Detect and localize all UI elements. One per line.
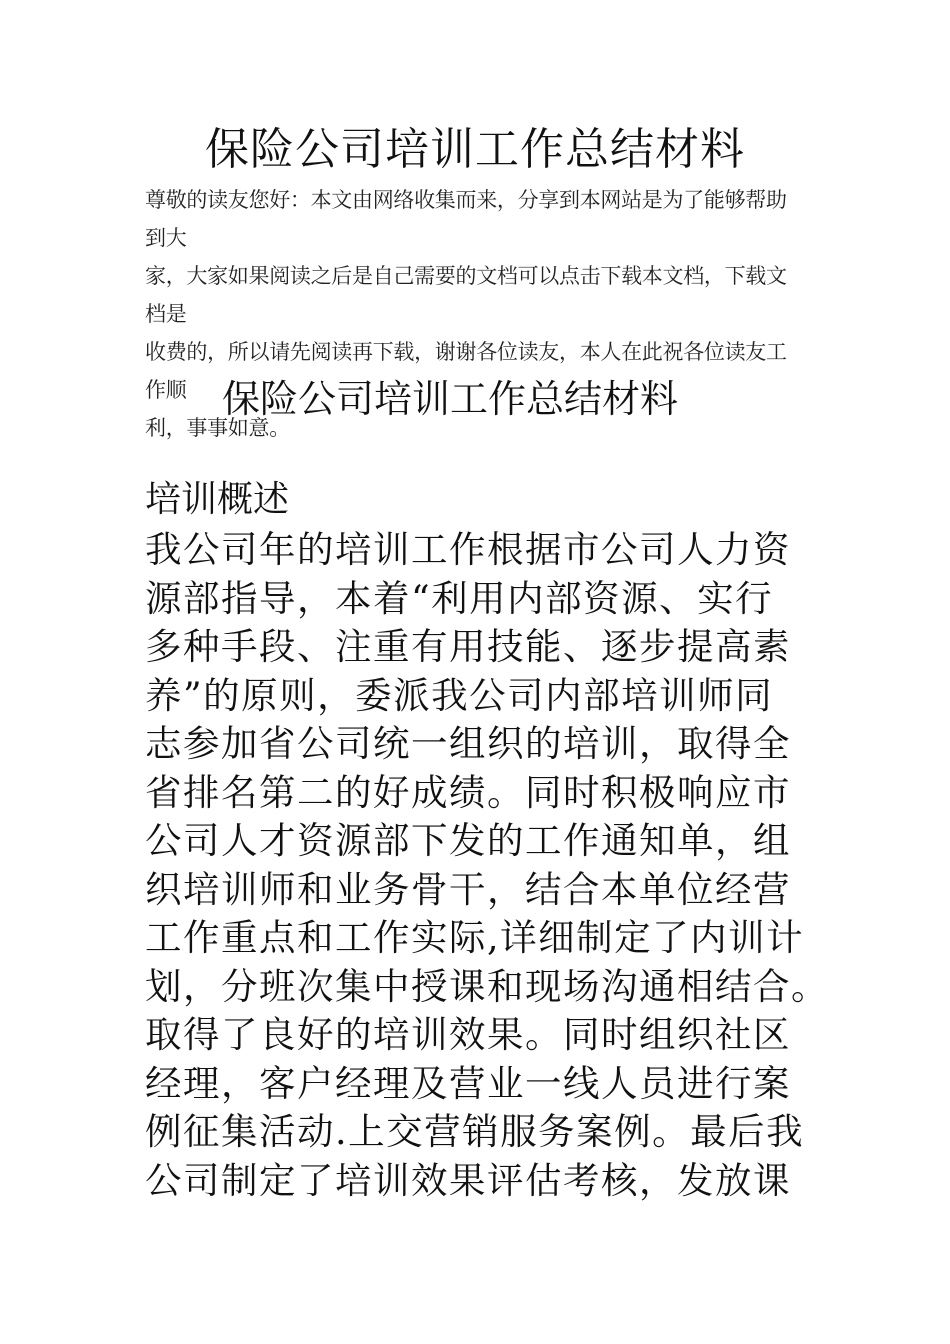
notice-line: 收费的，所以请先阅读再下载，谢谢各位读友，本人在此祝各位读友工作顺	[145, 340, 787, 402]
notice-line: 家，大家如果阅读之后是自己需要的文档可以点击下载本文档，下载文档是	[145, 264, 787, 326]
body-line: 工作重点和工作实际,详细制定了内训计	[145, 916, 805, 959]
body-line: 公司制定了培训效果评估考核，发放课	[145, 1158, 791, 1202]
body-line: 经理，客户经理及营业一线人员进行案	[145, 1061, 791, 1105]
body-line: 我公司年的培训工作根据市公司人力资	[145, 528, 791, 571]
notice-line: 利，事事如意。	[145, 416, 290, 440]
notice-line: 尊敬的读友您好：本文由网络收集而来，分享到本网站是为了能够帮助到大	[145, 188, 787, 250]
body-line: 取得了良好的培训效果。同时组织社区	[145, 1013, 791, 1056]
body-line: 多种手段、注重有用技能、逐步提高素	[145, 625, 791, 668]
body-line: 织培训师和业务骨干，结合本单位经营	[145, 867, 791, 911]
document-title: 保险公司培训工作总结材料	[222, 377, 679, 421]
body-line: 志参加省公司统一组织的培训，取得全	[145, 722, 791, 765]
body-line: 划，分班次集中授课和现场沟通相结合。	[145, 964, 829, 1008]
main-title: 保险公司培训工作总结材料	[205, 124, 745, 175]
body-line: 养”的原则，委派我公司内部培训师同	[145, 673, 774, 717]
body-paragraph	[145, 526, 845, 1205]
body-line: 源部指导，本着“利用内部资源、实行	[145, 576, 774, 620]
body-line: 省排名第二的好成绩。同时积极响应市	[145, 770, 791, 814]
body-line: 例征集活动.上交营销服务案例。最后我	[145, 1110, 805, 1153]
body-line: 公司人才资源部下发的工作通知单，组	[145, 819, 791, 862]
section-heading: 培训概述	[145, 479, 290, 520]
